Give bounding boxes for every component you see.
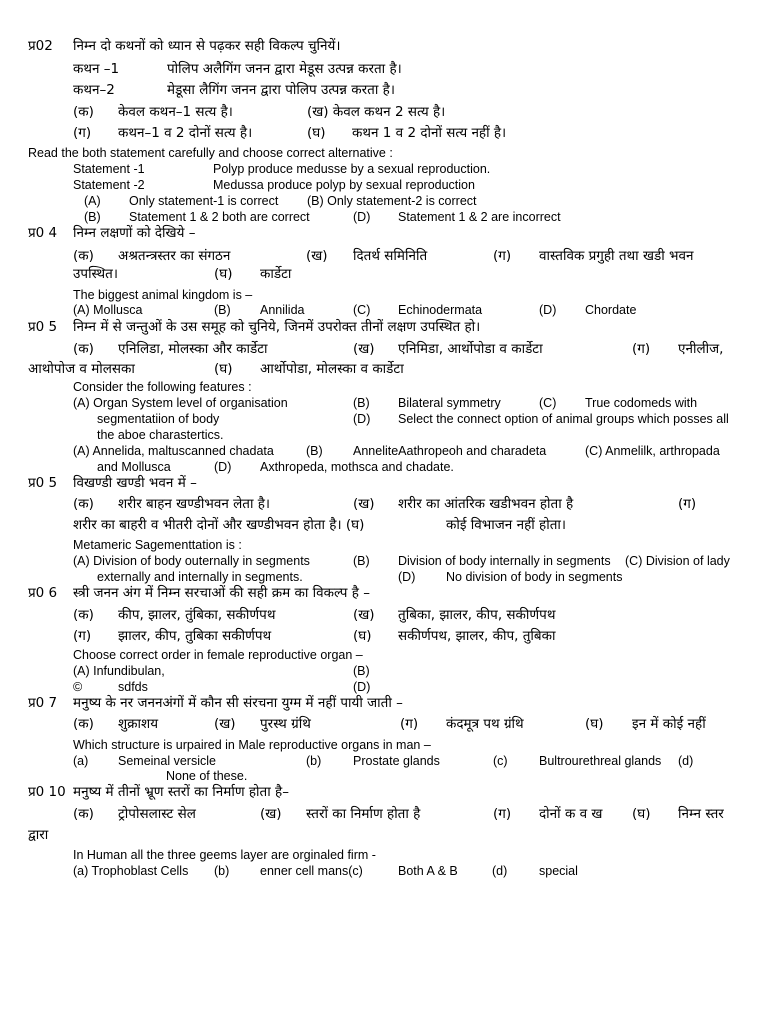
question-text: Which structure is urpaired in Male reproductive organs in man – (73, 738, 431, 752)
option-label: (क) (73, 341, 94, 357)
statement-label: Statement -2 (73, 178, 145, 192)
option-label: (ग) (493, 806, 512, 822)
option-text: (B) Only statement-2 is correct (307, 194, 477, 208)
question-text: मनुष्य के नर जननअंगों में कौन सी संरचना युग्म में नहीं पायी जाती – (73, 695, 403, 711)
option-text: Annilida (260, 303, 305, 317)
option-text: आर्थोपोडा, मोलस्का व कार्डेटा (260, 361, 404, 377)
option-text: Only statement-1 is correct (129, 194, 279, 208)
option-text: कंदमूत्र पथ ग्रंथि (446, 716, 524, 732)
option-label: (B) (306, 444, 323, 458)
option-label: (क) (73, 716, 94, 732)
option-label: (क) (73, 806, 94, 822)
option-label: (ख) (353, 607, 375, 623)
option-text: इन में कोई नहीं (632, 716, 706, 732)
option-text: (C) Division of lady (625, 554, 730, 568)
option-label: (ख) (353, 496, 375, 512)
option-label: (ग) (73, 628, 92, 644)
option-label: (घ) (307, 125, 326, 141)
option-text: Prostate glands (353, 754, 440, 768)
option-label: (ख) (353, 341, 375, 357)
option-text: झालर, कीप, तुबिका सकीर्णपथ (118, 628, 272, 644)
option-text: निम्न स्तर (678, 806, 724, 822)
option-label: (d) (492, 864, 508, 878)
option-text: True codomeds with (585, 396, 698, 410)
option-text: Division of body internally in segments (398, 554, 611, 568)
option-text: पुरस्थ ग्रंथि (260, 716, 311, 732)
option-text: Semeinal versicle (118, 754, 216, 768)
option-label: © (73, 680, 83, 694)
statement-label: कथन–2 (73, 82, 115, 98)
statement-label: कथन –1 (73, 61, 120, 77)
option-label: (घ) (214, 361, 233, 377)
option-label: (ख) (260, 806, 282, 822)
option-text: (a) Trophoblast Cells (73, 864, 189, 878)
option-text: द्वारा (28, 827, 49, 843)
option-text: segmentatiion of body (97, 412, 220, 426)
option-label: (क) (73, 104, 94, 120)
question-number: प्र0 7 (28, 695, 58, 711)
option-text: शरीर का बाहरी व भीतरी दोनों और खण्डीभवन होता है। (घ) (73, 517, 365, 533)
option-label: (D) (398, 570, 416, 584)
option-label: (a) (73, 754, 89, 768)
option-text: कार्डेटा (260, 266, 292, 282)
option-text: शुक्राशय (118, 716, 159, 732)
question-text: मनुष्य में तीनों भ्रूण स्तरों का निर्माण होता है– (73, 784, 289, 800)
option-text: तुबिका, झालर, कीप, सकीर्णपथ (398, 607, 556, 623)
option-text: ट्रोपोसलास्ट सेल (118, 806, 196, 822)
question-number: प्र0 5 (28, 475, 58, 491)
option-text: कीप, झालर, तुंबिका, सकीर्णपथ (118, 607, 276, 623)
question-text: निम्न लक्षणों को देखिये – (73, 225, 196, 241)
option-text: शरीर का आंतरिक खडीभवन होता है (398, 496, 574, 512)
option-label: (B) (84, 210, 101, 224)
option-label: (ग) (678, 496, 697, 512)
option-label: (b) (306, 754, 322, 768)
question-text: Read the both statement carefully and choose correct alternative : (28, 146, 393, 160)
option-label: (B) (353, 554, 370, 568)
option-text: the aboe charastertics. (97, 428, 224, 442)
option-text: शरीर बाहन खण्डीभवन लेता है। (118, 496, 271, 512)
option-text: सकीर्णपथ, झालर, कीप, तुबिका (398, 628, 556, 644)
option-label: (A) (84, 194, 101, 208)
option-text: स्तरों का निर्माण होता है (306, 806, 421, 822)
option-text: (A) Mollusca (73, 303, 143, 317)
option-text: Chordate (585, 303, 637, 317)
option-text: कोई विभाजन नहीं होता। (446, 517, 566, 533)
question-number: प्र02 (28, 38, 53, 54)
option-label: (घ) (632, 806, 651, 822)
option-text: (A) Division of body outernally in segments (73, 554, 310, 568)
option-label: (D) (353, 680, 371, 694)
option-text: (ख) केवल कथन 2 सत्य है। (307, 104, 446, 120)
option-label: (ग) (632, 341, 651, 357)
option-text: अश्रतन्त्रस्तर का संगठन (118, 248, 231, 264)
option-text: एनिलिडा, मोलस्का और कार्डेटा (118, 341, 268, 357)
option-text: Bultrourethreal glands (539, 754, 662, 768)
question-text: निम्न दो कथनों को ध्यान से पढ़कर सही विकल्प चुनियें। (73, 38, 341, 54)
option-label: (D) (214, 460, 232, 474)
question-text: निम्न में से जन्तुओं के उस समूह को चुनिये, जिनमें उपरोक्त तीनों लक्षण उपस्थित हो। (73, 319, 481, 335)
option-label: (B) (214, 303, 231, 317)
statement-text: Polyp produce medusse by a sexual reproduction. (213, 162, 491, 176)
option-label: (c) (493, 754, 508, 768)
option-text: special (539, 864, 578, 878)
option-text: AnneliteAathropeoh and charadeta (353, 444, 547, 458)
question-text: The biggest animal kingdom is – (73, 288, 253, 302)
option-label: (D) (353, 210, 371, 224)
statement-text: पोलिप अलैगिंग जनन द्वारा मेडूस उत्पन्न करता है। (167, 61, 402, 77)
option-label: (क) (73, 248, 94, 264)
option-text: उपस्थित। (73, 266, 118, 282)
question-text: Consider the following features : (73, 380, 252, 394)
option-label: (ग) (493, 248, 512, 264)
statement-text: मेडूसा लैगिंग जनन द्वारा पोलिप उत्पन्न करता है। (167, 82, 395, 98)
option-label: (B) (353, 664, 370, 678)
option-text: None of these. (166, 769, 248, 783)
option-text: No division of body in segments (446, 570, 623, 584)
option-text: केवल कथन–1 सत्य है। (118, 104, 233, 120)
option-label: (क) (73, 496, 94, 512)
option-text: दितर्थ समिनिति (353, 248, 428, 264)
statement-text: Medussa produce polyp by sexual reproduction (213, 178, 475, 192)
option-label: (D) (353, 412, 371, 426)
option-label: (घ) (585, 716, 604, 732)
option-text: Select the connect option of animal groups which posses all (398, 412, 729, 426)
option-label: (b) (214, 864, 230, 878)
option-text: Both A & B (398, 864, 458, 878)
statement-label: Statement -1 (73, 162, 145, 176)
option-text: आथोपोज व मोलसका (28, 361, 135, 377)
option-text: (A) Annelida, maltuscanned chadata (73, 444, 274, 458)
question-text: In Human all the three geems layer are orginaled firm - (73, 848, 376, 862)
option-label: (ख) (214, 716, 236, 732)
option-text: Statement 1 & 2 are incorrect (398, 210, 561, 224)
option-label: (क) (73, 607, 94, 623)
option-text: sdfds (118, 680, 148, 694)
option-text: एनिमिडा, आर्थोपोडा व कार्डेटा (398, 341, 543, 357)
question-text: Choose correct order in female reproductive organ – (73, 648, 363, 662)
option-label: (d) (678, 754, 694, 768)
option-label: (ख) (306, 248, 328, 264)
option-label: (B) (353, 396, 370, 410)
option-label: (घ) (214, 266, 233, 282)
option-text: Statement 1 & 2 both are correct (129, 210, 310, 224)
option-text: Bilateral symmetry (398, 396, 501, 410)
option-text: (A) Infundibulan, (73, 664, 165, 678)
option-text: (C) Anmelilk, arthropada (585, 444, 720, 458)
option-label: (C) (539, 396, 557, 410)
option-text: enner cell mans(c) (260, 864, 363, 878)
option-label: (ग) (73, 125, 92, 141)
option-label: (D) (539, 303, 557, 317)
option-text: externally and internally in segments. (97, 570, 303, 584)
question-number: प्र0 4 (28, 225, 58, 241)
option-text: कथन–1 व 2 दोनों सत्य है। (118, 125, 253, 141)
option-label: (ग) (400, 716, 419, 732)
option-text: एनीलीज, (678, 341, 724, 357)
option-text: वास्तविक प्रगुही तथा खडी भवन (539, 248, 694, 264)
option-text: Echinodermata (398, 303, 483, 317)
option-text: (A) Organ System level of organisation (73, 396, 288, 410)
question-number: प्र0 5 (28, 319, 58, 335)
question-number: प्र0 6 (28, 585, 58, 601)
question-number: प्र0 10 (28, 784, 66, 800)
option-text: दोनों क व ख (539, 806, 603, 822)
question-text: Metameric Sagementtation is : (73, 538, 242, 552)
question-text: स्त्री जनन अंग में निम्न सरचाओं की सही क्रम का विकल्प है – (73, 585, 370, 601)
option-label: (C) (353, 303, 371, 317)
option-text: Axthropeda, mothsca and chadate. (260, 460, 454, 474)
option-label: (घ) (353, 628, 372, 644)
question-text: विखण्डी खण्डी भवन में – (73, 475, 197, 491)
option-text: and Mollusca (97, 460, 171, 474)
option-text: कथन 1 व 2 दोनों सत्य नहीं है। (352, 125, 507, 141)
